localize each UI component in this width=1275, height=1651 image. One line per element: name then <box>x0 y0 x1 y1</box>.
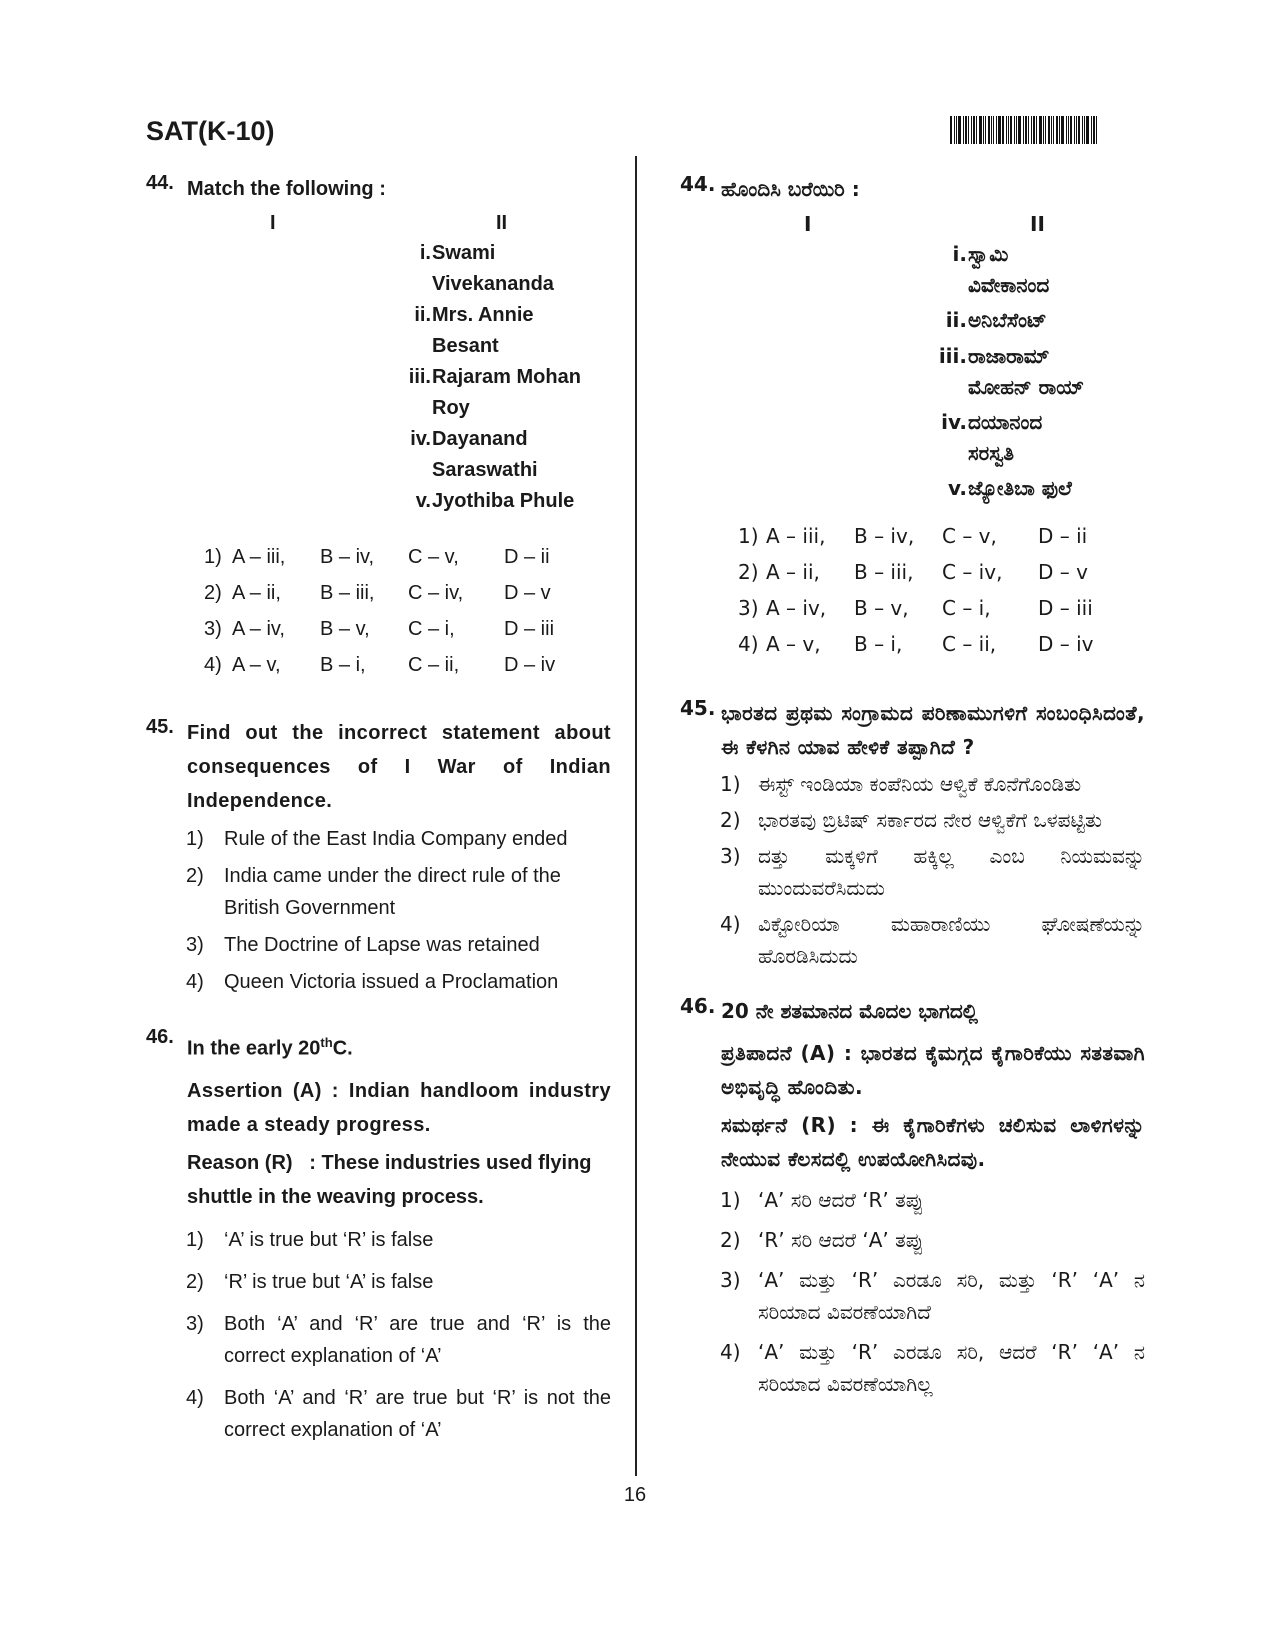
match-row <box>146 428 611 490</box>
match-right-number: v. <box>415 490 431 512</box>
question-number: 45. <box>680 696 716 720</box>
option-number: 3) <box>720 1268 741 1292</box>
answer-option <box>186 823 611 855</box>
answer-option <box>146 654 611 690</box>
answer-option <box>186 1266 611 1298</box>
question-46-kannada <box>680 994 1145 1400</box>
question-number: 46. <box>680 994 716 1018</box>
answer-option <box>146 582 611 618</box>
option-text: ‘R’ is true but ‘A’ is false <box>224 1270 434 1293</box>
column-header-ii: II <box>1030 212 1045 236</box>
answer-option <box>720 1224 1145 1256</box>
match-row <box>146 304 611 366</box>
match-right-item: Jyothiba Phule <box>432 490 575 512</box>
match-right-number: iv. <box>941 410 967 434</box>
option-pair: A – ii, <box>232 582 281 604</box>
option-pair: D – v <box>504 582 551 604</box>
option-text: India came under the direct rule of the British Government <box>224 865 561 919</box>
answer-option <box>146 546 611 582</box>
reason-text: ಸಮರ್ಥನೆ (R) : ಈ ಕೈಗಾರಿಕೆಗಳು ಚಲಿಸುವ ಲಾಳಿಗಳನ್ನು ನೇಯುವ ಕೆಲಸದಲ್ಲಿ ಉಪಯೋಗಿಸಿದವು. <box>721 1113 1145 1171</box>
match-row <box>680 476 1145 514</box>
option-pair: D – v <box>1038 560 1088 584</box>
option-pair: D – iv <box>1038 632 1094 656</box>
answer-option <box>186 1224 611 1256</box>
option-number: 3) <box>186 934 204 956</box>
option-number: 2) <box>186 1270 204 1293</box>
option-pair: A – iv, <box>766 596 827 620</box>
option-number: 4) <box>186 971 204 993</box>
match-row <box>680 308 1145 344</box>
option-number: 4) <box>720 1340 741 1364</box>
match-right-item: Swami <box>432 242 496 264</box>
question-number: 44. <box>680 172 716 196</box>
option-pair: B – v, <box>320 618 370 640</box>
answer-option <box>720 1264 1145 1328</box>
match-right-item-cont: ಮೋಹನ್ ರಾಯ್ <box>968 375 1085 399</box>
option-pair: B – iii, <box>320 582 375 604</box>
answer-option <box>720 768 1145 800</box>
match-right-number: v. <box>947 476 967 500</box>
question-number: 45. <box>146 716 174 738</box>
answer-option <box>680 560 1145 596</box>
match-row <box>680 344 1145 410</box>
option-number: 2) <box>204 582 222 604</box>
option-pair: D – iv <box>504 654 556 676</box>
question-45 <box>146 716 611 998</box>
option-pair: C – iv, <box>408 582 464 604</box>
option-pair: D – ii <box>504 546 550 568</box>
match-right-item: Mrs. Annie <box>432 304 534 326</box>
option-number: 3) <box>738 596 759 620</box>
option-pair: A – v, <box>232 654 281 676</box>
option-number: 4) <box>720 912 741 936</box>
option-number: 1) <box>720 772 741 796</box>
answer-option <box>680 596 1145 632</box>
match-right-item-cont: Saraswathi <box>432 459 538 481</box>
match-right-item-cont: ಸರಸ್ವತಿ <box>968 441 1014 465</box>
answer-option <box>186 929 611 961</box>
option-text: ‘R’ ಸರಿ ಆದರೆ ‘A’ ತಪ್ಪು <box>758 1228 924 1252</box>
answer-option <box>146 618 611 654</box>
match-row <box>146 242 611 304</box>
option-pair: B – iv, <box>854 524 915 548</box>
match-row <box>680 410 1145 476</box>
option-pair: C – v, <box>408 546 459 568</box>
column-header-i: I <box>804 212 812 236</box>
option-number: 4) <box>738 632 759 656</box>
option-pair: A – iv, <box>232 618 285 640</box>
kannada-column <box>680 172 1145 1400</box>
match-row <box>680 242 1145 308</box>
answer-option <box>720 840 1145 904</box>
option-pair: B – v, <box>854 596 909 620</box>
option-number: 1) <box>204 546 222 568</box>
assertion-text: Assertion (A) : Indian handloom industry made a steady progress. <box>187 1079 611 1136</box>
option-text: The Doctrine of Lapse was retained <box>224 934 540 956</box>
match-right-number: iv. <box>410 428 431 450</box>
answer-option <box>680 524 1145 560</box>
answer-option <box>186 1308 611 1372</box>
question-number: 44. <box>146 172 174 194</box>
option-pair: D – iii <box>1038 596 1093 620</box>
match-right-item: Rajaram Mohan <box>432 366 581 388</box>
option-pair: C – i, <box>942 596 991 620</box>
option-pair: C – i, <box>408 618 455 640</box>
option-text: Both ‘A’ and ‘R’ are true but ‘R’ is not the correct explanation of ‘A’ <box>224 1386 611 1441</box>
option-pair: D – iii <box>504 618 555 640</box>
option-number: 2) <box>738 560 759 584</box>
column-header-ii: II <box>496 212 508 234</box>
option-number: 2) <box>186 865 204 887</box>
option-number: 1) <box>186 1228 204 1251</box>
match-right-number: ii. <box>945 308 967 332</box>
reason-text: Reason (R) : These industries used flying shuttle in the weaving process. <box>187 1151 598 1208</box>
question-text: ಭಾರತದ ಪ್ರಥಮ ಸಂಗ್ರಾಮದ ಪರಿಣಾಮುಗಳಿಗೆ ಸಂಬಂಧಿಸಿದಂತೆ, ಈ ಕೆಳಗಿನ ಯಾವ ಹೇಳಿಕೆ ತಪ್ಪಾಗಿದೆ ? <box>721 701 1145 759</box>
match-right-item-cont: ವಿವೇಕಾನಂದ <box>968 273 1050 297</box>
column-header-i: I <box>270 212 276 234</box>
match-right-item-cont: Besant <box>432 335 499 357</box>
page-header-title: SAT(K-10) <box>146 116 275 146</box>
answer-option <box>186 860 611 924</box>
option-text: ಭಾರತವು ಬ್ರಿಟಿಷ್ ಸರ್ಕಾರದ ನೇರ ಆಳ್ವಿಕೆಗೆ ಒಳಪಟ್ಟಿತು <box>758 808 1102 832</box>
option-text: ‘A’ is true but ‘R’ is false <box>224 1228 434 1251</box>
option-pair: C – v, <box>942 524 997 548</box>
option-pair: C – iv, <box>942 560 1003 584</box>
question-text: In the early 20thC. <box>187 1035 353 1060</box>
question-text: 20 ನೇ ಶತಮಾನದ ಮೊದಲ ಭಾಗದಲ್ಲಿ <box>721 999 978 1023</box>
answer-option <box>680 632 1145 668</box>
option-pair: C – ii, <box>942 632 997 656</box>
option-pair: C – ii, <box>408 654 460 676</box>
match-right-item: ಅನಿಬೆಸೆಂಟ್ <box>968 308 1047 332</box>
option-pair: B – i, <box>320 654 366 676</box>
option-pair: A – iii, <box>766 524 826 548</box>
answer-option <box>720 804 1145 836</box>
option-number: 3) <box>204 618 222 640</box>
option-pair: A – ii, <box>766 560 820 584</box>
question-text: Find out the incorrect statement about consequences of I War of Indian Independence. <box>187 722 611 812</box>
english-column <box>146 172 611 1446</box>
option-pair: D – ii <box>1038 524 1088 548</box>
question-44 <box>146 172 611 690</box>
match-right-item-cont: Vivekananda <box>432 273 554 295</box>
option-number: 4) <box>204 654 222 676</box>
option-pair: A – v, <box>766 632 821 656</box>
option-text: ‘A’ ಮತ್ತು ‘R’ ಎರಡೂ ಸರಿ, ಮತ್ತು ‘R’ ‘A’ ನ ಸರಿಯಾದ ವಿವರಣೆಯಾಗಿದೆ <box>758 1268 1145 1324</box>
option-pair: B – iv, <box>320 546 375 568</box>
match-row <box>146 490 611 530</box>
option-text: Queen Victoria issued a Proclamation <box>224 971 559 993</box>
option-number: 3) <box>720 844 741 868</box>
question-text: ಹೊಂದಿಸಿ ಬರೆಯಿರಿ : <box>721 177 860 201</box>
answer-option <box>186 1382 611 1446</box>
match-row <box>146 366 611 428</box>
option-text: Rule of the East India Company ended <box>224 828 568 850</box>
option-pair: B – i, <box>854 632 903 656</box>
option-text: ವಿಕ್ಟೋರಿಯಾ ಮಹಾರಾಣಿಯು ಘೋಷಣೆಯನ್ನು ಹೊರಡಿಸಿದುದು <box>758 912 1145 968</box>
match-right-number: i. <box>419 242 431 264</box>
assertion-text: ಪ್ರತಿಪಾದನೆ (A) : ಭಾರತದ ಕೈಮಗ್ಗದ ಕೈಗಾರಿಕೆಯು ಸತತವಾಗಿ ಅಭಿವೃದ್ಧಿ ಹೊಂದಿತು. <box>721 1041 1145 1099</box>
match-right-number: i. <box>952 242 967 266</box>
option-text: ದತ್ತು ಮಕ್ಕಳಿಗೆ ಹಕ್ಕಿಲ್ಲ ಎಂಬ ನಿಯಮವನ್ನು ಮುಂದುವರೆಸಿದುದು <box>758 844 1145 900</box>
option-number: 2) <box>720 1228 741 1252</box>
option-number: 3) <box>186 1312 204 1335</box>
option-number: 1) <box>720 1188 741 1212</box>
answer-option <box>720 1184 1145 1216</box>
match-right-item: Dayanand <box>432 428 528 450</box>
answer-option <box>720 908 1145 972</box>
option-number: 1) <box>738 524 759 548</box>
question-46 <box>146 1026 611 1446</box>
option-text: Both ‘A’ and ‘R’ are true and ‘R’ is the correct explanation of ‘A’ <box>224 1312 611 1367</box>
question-44-kannada <box>680 172 1145 668</box>
question-text: Match the following : <box>187 178 386 200</box>
barcode-icon <box>950 116 1130 144</box>
option-text: ‘A’ ಸರಿ ಆದರೆ ‘R’ ತಪ್ಪು <box>758 1188 924 1212</box>
match-right-number: ii. <box>414 304 431 326</box>
answer-option <box>720 1336 1145 1400</box>
option-text: ‘A’ ಮತ್ತು ‘R’ ಎರಡೂ ಸರಿ, ಆದರೆ ‘R’ ‘A’ ನ ಸರಿಯಾದ ವಿವರಣೆಯಾಗಿಲ್ಲ <box>758 1340 1145 1396</box>
option-pair: A – iii, <box>232 546 286 568</box>
page-number: 16 <box>623 1484 647 1506</box>
option-text: ಈಸ್ಟ್ ಇಂಡಿಯಾ ಕಂಪೆನಿಯ ಆಳ್ವಿಕೆ ಕೊನೆಗೊಂಡಿತು <box>758 772 1082 796</box>
match-right-number: iii. <box>938 344 967 368</box>
question-number: 46. <box>146 1026 174 1048</box>
column-divider <box>635 156 637 1476</box>
option-number: 2) <box>720 808 741 832</box>
match-right-item: ಜ್ಯೋತಿಬಾ ಫುಲೆ <box>968 476 1072 500</box>
answer-option <box>186 966 611 998</box>
match-right-item-cont: Roy <box>432 397 470 419</box>
match-right-number: iii. <box>408 366 431 388</box>
match-right-item: ರಾಜಾರಾಮ್ <box>968 344 1050 368</box>
option-number: 1) <box>186 828 204 850</box>
option-pair: B – iii, <box>854 560 914 584</box>
match-right-item: ಸ್ವಾಮಿ <box>968 242 1009 266</box>
match-right-item: ದಯಾನಂದ <box>968 410 1043 434</box>
question-45-kannada <box>680 696 1145 972</box>
option-number: 4) <box>186 1386 204 1409</box>
